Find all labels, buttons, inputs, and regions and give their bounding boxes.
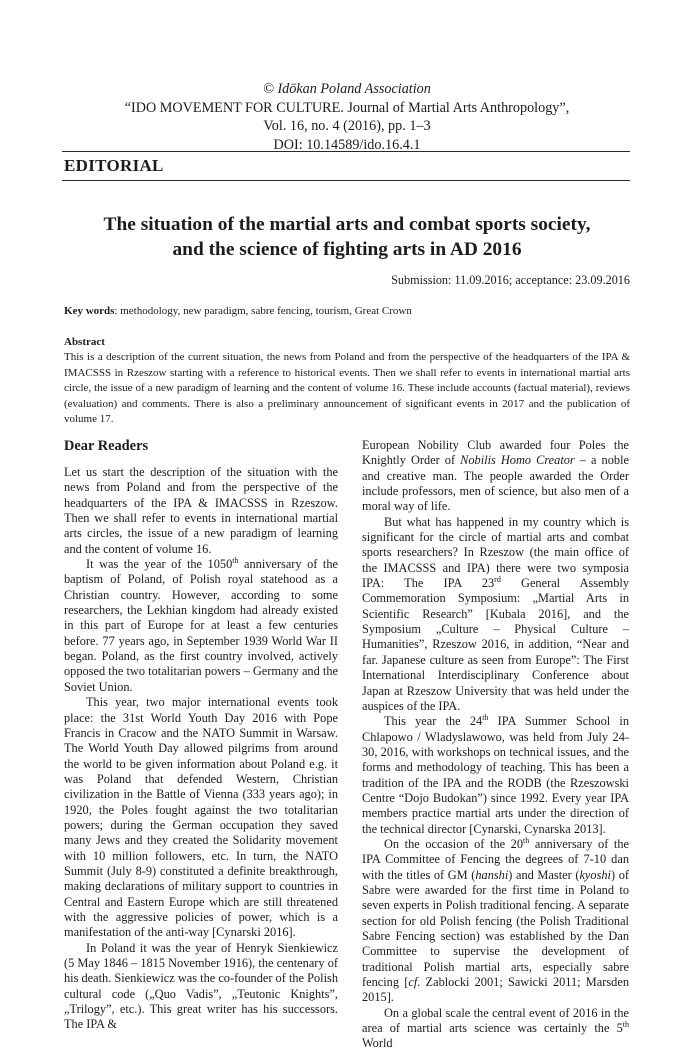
title-line-2: and the science of fighting arts in AD 2016 <box>172 239 522 261</box>
paragraph: Let us start the description of the situation with the news from Poland and from the perspective of the headquarters of the IPA & IMACSSS in Rzeszow. Then we shall refer to events in international martial arts circles, the issue of a new paradigm of learning and the content of volume 16. <box>64 465 338 556</box>
title-line-1: The situation of the martial arts and combat sports society, <box>103 214 591 235</box>
paragraph: This year, two major international events took place: the 31st World Youth Day 2016 with Pope Francis in Cracow and the NATO Summit in Warsaw. The World Youth Day allowed pilgrims from around the world to be given information about Poland e.g. it was Poland that defended Western, Christian civilization in the Battle of Vienna (333 years ago); in 1920, the Poles fought against the two totalitarian powers; during the German occupation they saved many Jews and they created the Solidarity movement with 10 million followers, etc. In turn, the NATO Summit (July 8-9) constituted a definite breakthrough, making declarations of military support to countries in Central and Eastern Europe which are still threatened with the aggressive policies of power, which is a manifestation of the anti-way [Cynarski 2016]. <box>64 695 338 940</box>
header-rule <box>62 151 630 152</box>
keywords-text: : methodology, new paradigm, sabre fencing, tourism, Great Crown <box>114 305 412 317</box>
journal-header <box>62 80 632 154</box>
paragraph: European Nobility Club awarded four Poles the Knightly Order of Nobilis Homo Creator – a noble and creative man. The people awarded the Order include professors, men of science, but also men of a moral way of life. <box>362 438 629 514</box>
paragraph: On a global scale the central event of 2016 in the area of martial arts science was certainly the 5th World <box>362 1005 629 1051</box>
volume-info: Vol. 16, no. 4 (2016), pp. 1–3 <box>263 118 431 135</box>
paragraph: It was the year of the 1050th anniversary of the baptism of Poland, of Polish royal statehood as a Christian country. However, according to some researchers, the Lekhian kingdom had already existed in this part of Europe for at least a few centuries before. 77 years ago, in September 1939 World War II began. Poland, as the first country involved, actively opposed the two totalitarian powers – Germany and the Soviet Union. <box>64 555 338 694</box>
keywords <box>64 305 412 317</box>
abstract-heading: Abstract <box>64 336 105 348</box>
paragraph: In Poland it was the year of Henryk Sienkiewicz (5 May 1846 – 1815 November 1916), the centenary of his death. Sienkiewicz was the co-founder of the Polish cultural code („Quo Vadis”, „Teutonic Knights”, „Trilogy”, etc.). This great writer has his successors. The IPA & <box>64 940 338 1032</box>
paragraph: But what has happened in my country which is significant for the circle of martial arts and combat sports researchers? In Rzeszow (the main office of the IMACSSS and IPA) there were two symposia IPA: The IPA 23rd General Assembly Commemoration Symposium: „Martial Arts in Scientific Research” [Kubala 2016], and the Symposium „Culture – Physical Culture – Humanities”, Rzeszow 2016, in addition, “Near and far. Japanese culture as seen from Europe”: The First International Interdisciplinary Conference about Japan at Rzeszow University that was held under the auspices of the IPA. <box>362 514 629 713</box>
abstract-text: This is a description of the current situation, the news from Poland and from the perspective of the headquarters of the IPA & IMACSSS in Rzeszow starting with a reference to historical events. Then we shall refer to events in international martial arts circle, the issue of a new paradigm of learning and the content of volume 16. These include accounts (factual material), reviews (evaluation) and comments. There is also a preliminary announcement of significant events in 2017 and the publication of volume 17. <box>64 351 630 426</box>
paragraph: This year the 24th IPA Summer School in Chlapowo / Wladyslawowo, was held from July 24-30, 2016, with workshops on technical issues, and the forms and methodology of teaching. This has been a tradition of the IPA and the RODB (the Rzeszowski Centre “Dojo Budokan”) since 1992. Every year IPA members practice martial arts under the direction of the technical director [Cynarski, Cynarska 2013]. <box>362 713 630 836</box>
left-column <box>64 437 338 1033</box>
paragraph: On the occasion of the 20th anniversary of the IPA Committee of Fencing the degrees of 7-10 dan with the titles of GM (hanshi) and Master (kyoshi) of Sabre were awarded for the first time in Poland to seven experts in Polish traditional fencing. A separate section for old Polish fencing (the Polish Traditional Sabre Fencing section) was established by the Dan Committee to supervise the development of traditional Polish martial arts, especially sabre fencing [cf. Zablocki 2001; Sawicki 2011; Marsden 2015]. <box>362 835 629 1005</box>
article-title <box>62 212 632 263</box>
keywords-label: Key words <box>64 305 115 317</box>
section-rule <box>62 180 630 181</box>
doi: DOI: 10.14589/ido.16.4.1 <box>273 136 421 153</box>
journal-name: “IDO MOVEMENT FOR CULTURE. Journal of Martial Arts Anthropology”, <box>124 99 570 116</box>
body-heading: Dear Readers <box>64 438 149 454</box>
submission-dates: Submission: 11.09.2016; acceptance: 23.09.2016 <box>391 273 630 287</box>
section-label: EDITORIAL <box>64 156 164 175</box>
copyright-line: © Idōkan Poland Association <box>263 81 431 97</box>
right-column <box>362 438 629 1052</box>
